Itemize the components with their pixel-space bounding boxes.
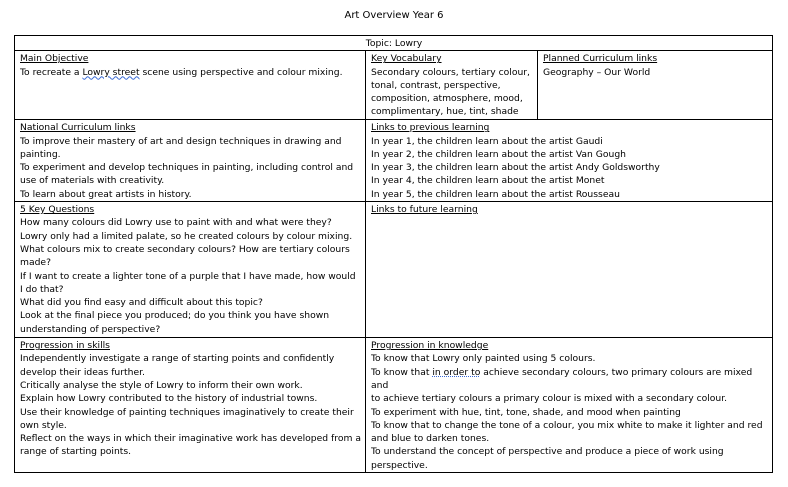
key-questions-line: understanding of perspective? (20, 323, 161, 335)
key-vocabulary-line: tonal, contrast, perspective, (371, 79, 501, 91)
previous-learning-line: In year 1, the children learn about the artist Gaudi (371, 135, 603, 147)
progression-knowledge-heading: Progression in knowledge (371, 340, 489, 352)
progression-knowledge-highlight: in order to (432, 366, 481, 378)
national-curriculum-cell (15, 120, 366, 202)
key-questions-line: What colours mix to create secondary colours? How are tertiary colours (20, 243, 350, 255)
planned-curriculum-cell (538, 51, 773, 120)
progression-knowledge-text-end: achieve secondary colours, two primary colours are mixed and (371, 366, 753, 391)
key-vocabulary-heading: Key Vocabulary (371, 53, 442, 65)
national-curriculum-line: To improve their mastery of art and design techniques in drawing and (20, 135, 342, 147)
key-questions-line: Look at the final piece you produced; do you think you have shown (20, 310, 330, 322)
main-objective-text-end: scene using perspective and colour mixing. (139, 66, 343, 78)
overview-table (14, 35, 773, 473)
key-vocabulary-line: complimentary, hue, tint, shade (371, 106, 519, 118)
progression-skills-line: own style. (20, 419, 67, 431)
key-questions-line: I do that? (20, 283, 64, 295)
key-questions-line: What did you find easy and difficult about this topic? (20, 297, 263, 309)
main-objective-text-start: To recreate a (20, 66, 83, 78)
progression-skills-line: Use their knowledge of painting techniques imaginatively to create their (20, 406, 354, 418)
key-questions-line: made? (20, 257, 51, 269)
key-questions-line: Lowry only had a limited palate, so he created colours by colour mixing. (20, 230, 353, 242)
progression-knowledge-line (371, 366, 768, 393)
key-questions-line: How many colours did Lowry use to paint with and what were they? (20, 217, 332, 229)
previous-learning-heading: Links to previous learning (371, 122, 490, 134)
progression-skills-line: develop their ideas further. (20, 366, 145, 378)
progression-skills-line: Independently investigate a range of starting points and confidently (20, 353, 335, 365)
document-title: Art Overview Year 6 (344, 10, 444, 21)
previous-learning-line: In year 5, the children learn about the artist Rousseau (371, 188, 620, 200)
progression-skills-cell (15, 338, 366, 473)
progression-knowledge-line: To understand the concept of perspective and produce a piece of work using (371, 446, 724, 458)
future-learning-cell (366, 202, 773, 338)
progression-knowledge-line: and blue to darken tones. (371, 433, 490, 445)
key-vocabulary-cell (366, 51, 538, 120)
future-learning-heading: Links to future learning (371, 204, 478, 216)
planned-curriculum-text: Geography – Our World (543, 66, 651, 78)
main-objective-cell (15, 51, 366, 120)
previous-learning-line: In year 3, the children learn about the artist Andy Goldsworthy (371, 162, 660, 174)
progression-knowledge-line: To know that to change the tone of a colour, you mix white to make it lighter and red (371, 419, 763, 431)
progression-knowledge-text-start: To know that (371, 366, 433, 378)
progression-skills-heading: Progression in skills (20, 340, 110, 352)
key-questions-cell (15, 202, 366, 338)
previous-learning-line: In year 2, the children learn about the artist Van Gough (371, 148, 626, 160)
progression-knowledge-line: perspective. (371, 459, 428, 471)
national-curriculum-line: use of materials with creativity. (20, 175, 165, 187)
national-curriculum-heading: National Curriculum links (20, 122, 136, 134)
progression-skills-line: Critically analyse the style of Lowry to inform their own work. (20, 379, 303, 391)
progression-skills-line: Reflect on the ways in which their imaginative work has developed from a (20, 433, 361, 445)
national-curriculum-line: To experiment and develop techniques in painting, including control and (20, 162, 354, 174)
progression-knowledge-line: to achieve tertiary colours a primary colour is mixed with a secondary colour. (371, 393, 728, 405)
progression-knowledge-cell (366, 338, 773, 473)
key-questions-heading: 5 Key Questions (20, 204, 95, 216)
planned-curriculum-heading: Planned Curriculum links (543, 53, 658, 65)
main-objective-highlight: Lowry street (82, 66, 140, 78)
key-vocabulary-line: composition, atmosphere, mood, (371, 93, 523, 105)
previous-learning-cell (366, 120, 773, 202)
key-vocabulary-line: Secondary colours, tertiary colour, (371, 66, 530, 78)
topic-label: Topic: Lowry (365, 38, 423, 49)
progression-skills-line: Explain how Lowry contributed to the history of industrial towns. (20, 393, 318, 405)
progression-knowledge-line: To know that Lowry only painted using 5 colours. (371, 353, 596, 365)
progression-knowledge-line: To experiment with hue, tint, tone, shade, and mood when painting (371, 406, 681, 418)
previous-learning-line: In year 4, the children learn about the artist Monet (371, 175, 605, 187)
main-objective-text (20, 66, 361, 79)
topic-cell (15, 36, 773, 51)
national-curriculum-line: To learn about great artists in history. (20, 188, 192, 200)
key-questions-line: If I want to create a lighter tone of a purple that I have made, how would (20, 270, 356, 282)
progression-skills-line: range of starting points. (20, 446, 132, 458)
main-objective-heading: Main Objective (20, 53, 89, 65)
national-curriculum-line: painting. (20, 148, 61, 160)
